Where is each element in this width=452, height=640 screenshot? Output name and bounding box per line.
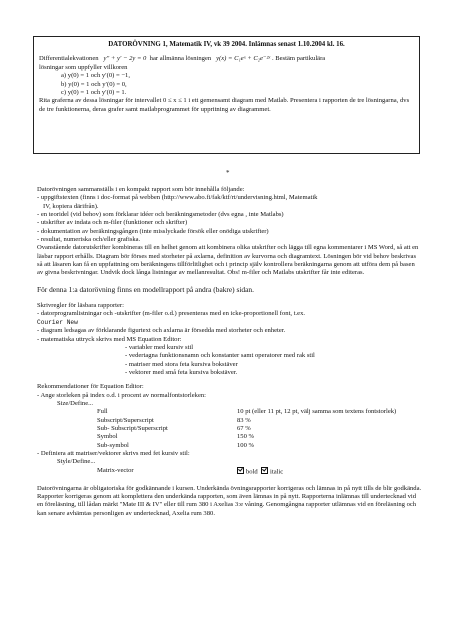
obligatory-paragraph: Datorövningarna är obligatoriska för godkännande i kursen. Underkända övningsrapporter korrigeras och lämnas in på nytt tills de blir godkända. Rapporter korrigeras genom att komplettera den underkända rapporten, som även lämnas in på nytt. Rapporterna inlämnas till undertecknad vid en föreläsning, till lådan märkt "Mate III & IV" eller till rum 380 i Axelias 3:e våning. Genomgångna rapporter utlämnas vid en föreläsning och kan senare avhämtas personligen av undertecknad, Axelia rum 380. — [37, 484, 422, 517]
size-define-label: Size/Define... — [57, 399, 94, 407]
list-item: - Ange storleken på index o.d. i procent av normalfontstorleken: — [37, 391, 207, 399]
assignment-title: DATORÖVNING 1, Matematik IV, vk 39 2004. Inlämnas senast 1.10.2004 kl. 16. — [108, 41, 345, 48]
list-item: - matematiska uttryck skrivs med MS Equation Editor: — [37, 335, 182, 343]
document-body — [37, 186, 422, 518]
list-item: - vedertagna funktionsnamn och konstanter samt operatorer med rak stil — [125, 352, 315, 360]
size-option-row: Sub- Subscript/Superscript 67 % — [97, 424, 251, 432]
matrix-vector-row: Matrix-vector bold italic — [97, 466, 284, 476]
style-define-label: Style/Define... — [57, 458, 96, 466]
condition-c: c) y(0) = 1 och y′(0) = 1. — [61, 89, 127, 97]
list-item: - en teoridel (vid behov) som förklarar idéer och beräkningsmetoder (dvs egna , inte Matlabs) — [37, 211, 284, 219]
list-item: - utskrifter av indata och m-filer (funktioner och skrifter) — [37, 219, 188, 227]
list-item: - Definiera att matriser/vektorer skrivs med fet kursiv stil: — [37, 449, 190, 457]
list-item: - vektorer med små feta kursiva bokstäver. — [125, 368, 238, 376]
writing-rules-intro: Skrivregler för läsbara rapporter: — [37, 302, 124, 310]
equation-editor-intro: Rekommendationer för Equation Editor: — [37, 383, 144, 391]
separator-star: * — [226, 169, 230, 177]
model-report-heading: För denna 1:a datorövning finns en modellrapport på andra (bakre) sidan. — [37, 284, 254, 294]
assignment-box — [33, 36, 420, 154]
list-item: IV, kopiera därifrån). — [43, 202, 99, 210]
size-option-row: Sub-symbol 100 % — [97, 441, 255, 449]
size-option-row: Full 10 pt (eller 11 pt, 12 pt, välj samma som textens fontstorlek) — [97, 408, 397, 416]
report-paragraph: Ovanstående datorutskrifter kombineras till en helhet genom att kombinera olika utskrifter och lägga till egna kommentarer i MS Word, så att en läsbar rapport erhålls. Diagram bör förses med storheter på axlarna, definition av kurvorna och diagramtext. Lösningen bör vid behov beskrivas så att läsaren kan få en uppfattning om beräkningens tillförlitlighet och i princip själv kontrollera beräkningarna genom att utföra dem på basen av givna beskrivningar. Undvik dock långa listningar av mellanresultat. Obs! m-filer och Matlabs utskrifter får inte editeras. — [37, 244, 419, 277]
differential-equation: y″ + y′ − 2y = 0 — [103, 55, 147, 63]
list-item: - variabler med kursiv stil — [125, 343, 194, 351]
list-item: Courier New — [37, 318, 78, 326]
checkbox-checked-icon — [261, 467, 268, 474]
size-option-row: Subscript/Superscript 83 % — [97, 416, 251, 424]
list-item: - resultat, numeriska och/eller grafiska. — [37, 236, 141, 244]
report-contents-intro: Datorövningen sammanställs i en kompakt rapport som bör innehålla följande: — [37, 186, 245, 193]
size-option-row: Symbol 150 % — [97, 433, 255, 441]
list-item: - datorprogramlistningar och -utskrifter (m-filer o.d.) presenteras med en icke-proportionell font, t.ex. — [37, 310, 306, 318]
assignment-instructions: Rita graferna av dessa lösningar för intervallet 0 ≤ x ≤ 1 i ett gemensamt diagram med Matlab. Presentera i rapporten de tre lösningarna, dvs de tre funktionerna, deras grafer samt matlabprogrammet för uppritning av diagrammet. — [39, 97, 410, 113]
condition-a: a) y(0) = 1 och y′(0) = −1, — [61, 72, 130, 80]
general-solution: y(x) = C₁eˣ + C₂e⁻²ˣ — [216, 55, 271, 63]
list-item: - uppgiftstexten (finns i doc-format på webben (http://www.abo.fi/fak/ktf/rt/undervisning.html, Matematik — [37, 194, 318, 202]
conditions-intro: lösningar som uppfyller villkoren — [39, 63, 128, 71]
condition-b: b) y(0) = 1 och y′(0) = 0, — [61, 80, 127, 88]
checkbox-checked-icon — [237, 467, 244, 474]
list-item: - matriser med stora feta kursiva bokstäver — [125, 360, 238, 368]
equation-line: Differentialekvationen y″ + y′ − 2y = 0 har allmänna lösningen y(x) = C₁eˣ + C₂e⁻²ˣ . Bestäm partikulära — [39, 55, 326, 63]
list-item: - dokumentation av beräkningsgången (inte misslyckade försök eller onödiga utskrifter) — [37, 227, 269, 235]
list-item: - diagram ledsagas av förklarande figurtext och axlarna är försedda med storheter och enheter. — [37, 327, 286, 335]
